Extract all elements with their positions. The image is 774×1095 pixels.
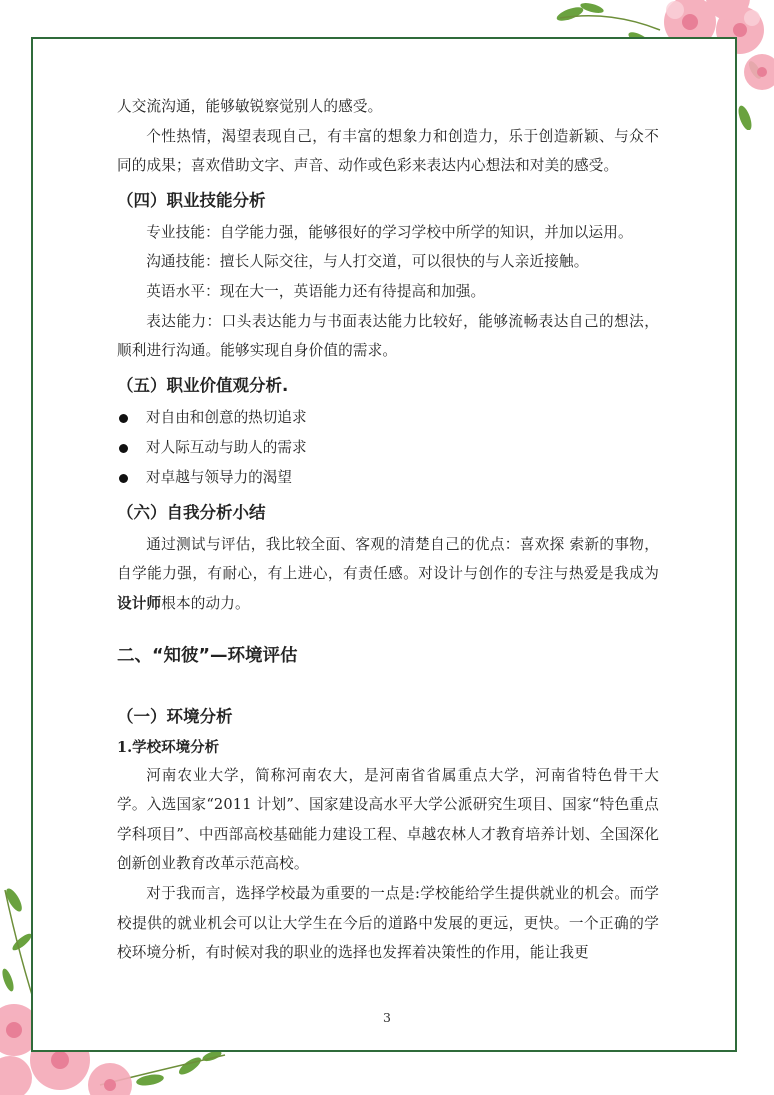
bullet-item: 对自由和创意的热切追求 bbox=[116, 403, 659, 433]
heading-values: （五）职业价值观分析. bbox=[117, 375, 289, 395]
paragraph-continued: 人交流沟通，能够敏锐察觉别人的感受。 bbox=[117, 98, 383, 115]
paragraph-personality: 个性热情，渴望表现自己，有丰富的想象力和创造力，乐于创造新颖、与众不同的成果；喜欢借助文字、声音、动作或色彩来表达内心想法和对美的感受。 bbox=[117, 127, 659, 175]
paragraph-school-choice: 对于我而言，选择学校最为重要的一点是:学校能给学生提供就业的机会。而学校提供的就业机会可以让大学生在今后的道路中发展的更远，更快。一个正确的学校环境分析，有时候对我的职业的选择也发挥着决策性的作用，能让我更 bbox=[117, 884, 659, 962]
skill-communication: 沟通技能：擅长人际交往，与人打交道，可以很快的与人亲近接触。 bbox=[146, 253, 589, 271]
paragraph-school-intro: 河南农业大学，简称河南农大，是河南省省属重点大学，河南省特色骨干大学。入选国家“2011 计划”、国家建设高水平大学公派研究生项目、国家“特色重点学科项目”、中西部高校基础能力建设工程、卓越农林人才教育培养计划、全国深化创新创业教育改革示范高校。 bbox=[117, 766, 659, 873]
heading-skills: （四）职业技能分析 bbox=[117, 190, 266, 210]
bullet-item: 对卓越与领导力的渴望 bbox=[116, 463, 659, 493]
skill-english: 英语水平：现在大一，英语能力还有待提高和加强。 bbox=[146, 282, 486, 300]
bullet-icon bbox=[119, 414, 128, 423]
document-body bbox=[117, 92, 659, 968]
page-number: 3 bbox=[383, 1010, 391, 1025]
paragraph-summary: 通过测试与评估，我比较全面、客观的清楚自己的优点：喜欢探 索新的事物，自学能力强，有耐心，有上进心，有责任感。对设计与创作的专注与热爱是我成为设计师根本的动力。 bbox=[117, 535, 659, 612]
heading-school-environment: 1.学校环境分析 bbox=[117, 738, 220, 756]
bullet-item: 对人际互动与助人的需求 bbox=[116, 433, 659, 463]
bullet-icon bbox=[119, 444, 128, 453]
skill-professional: 专业技能：自学能力强，能够很好的学习学校中所学的知识，并加以运用。 bbox=[146, 223, 633, 241]
skill-expression: 表达能力：口头表达能力与书面表达能力比较好，能够流畅表达自己的想法，顺利进行沟通。能够实现自身价值的需求。 bbox=[117, 312, 659, 360]
heading-environment: （一）环境分析 bbox=[117, 706, 233, 726]
heading-summary: （六）自我分析小结 bbox=[117, 502, 266, 522]
bullet-icon bbox=[119, 474, 128, 483]
heading-section-two: 二、“知彼”—环境评估 bbox=[117, 645, 298, 666]
